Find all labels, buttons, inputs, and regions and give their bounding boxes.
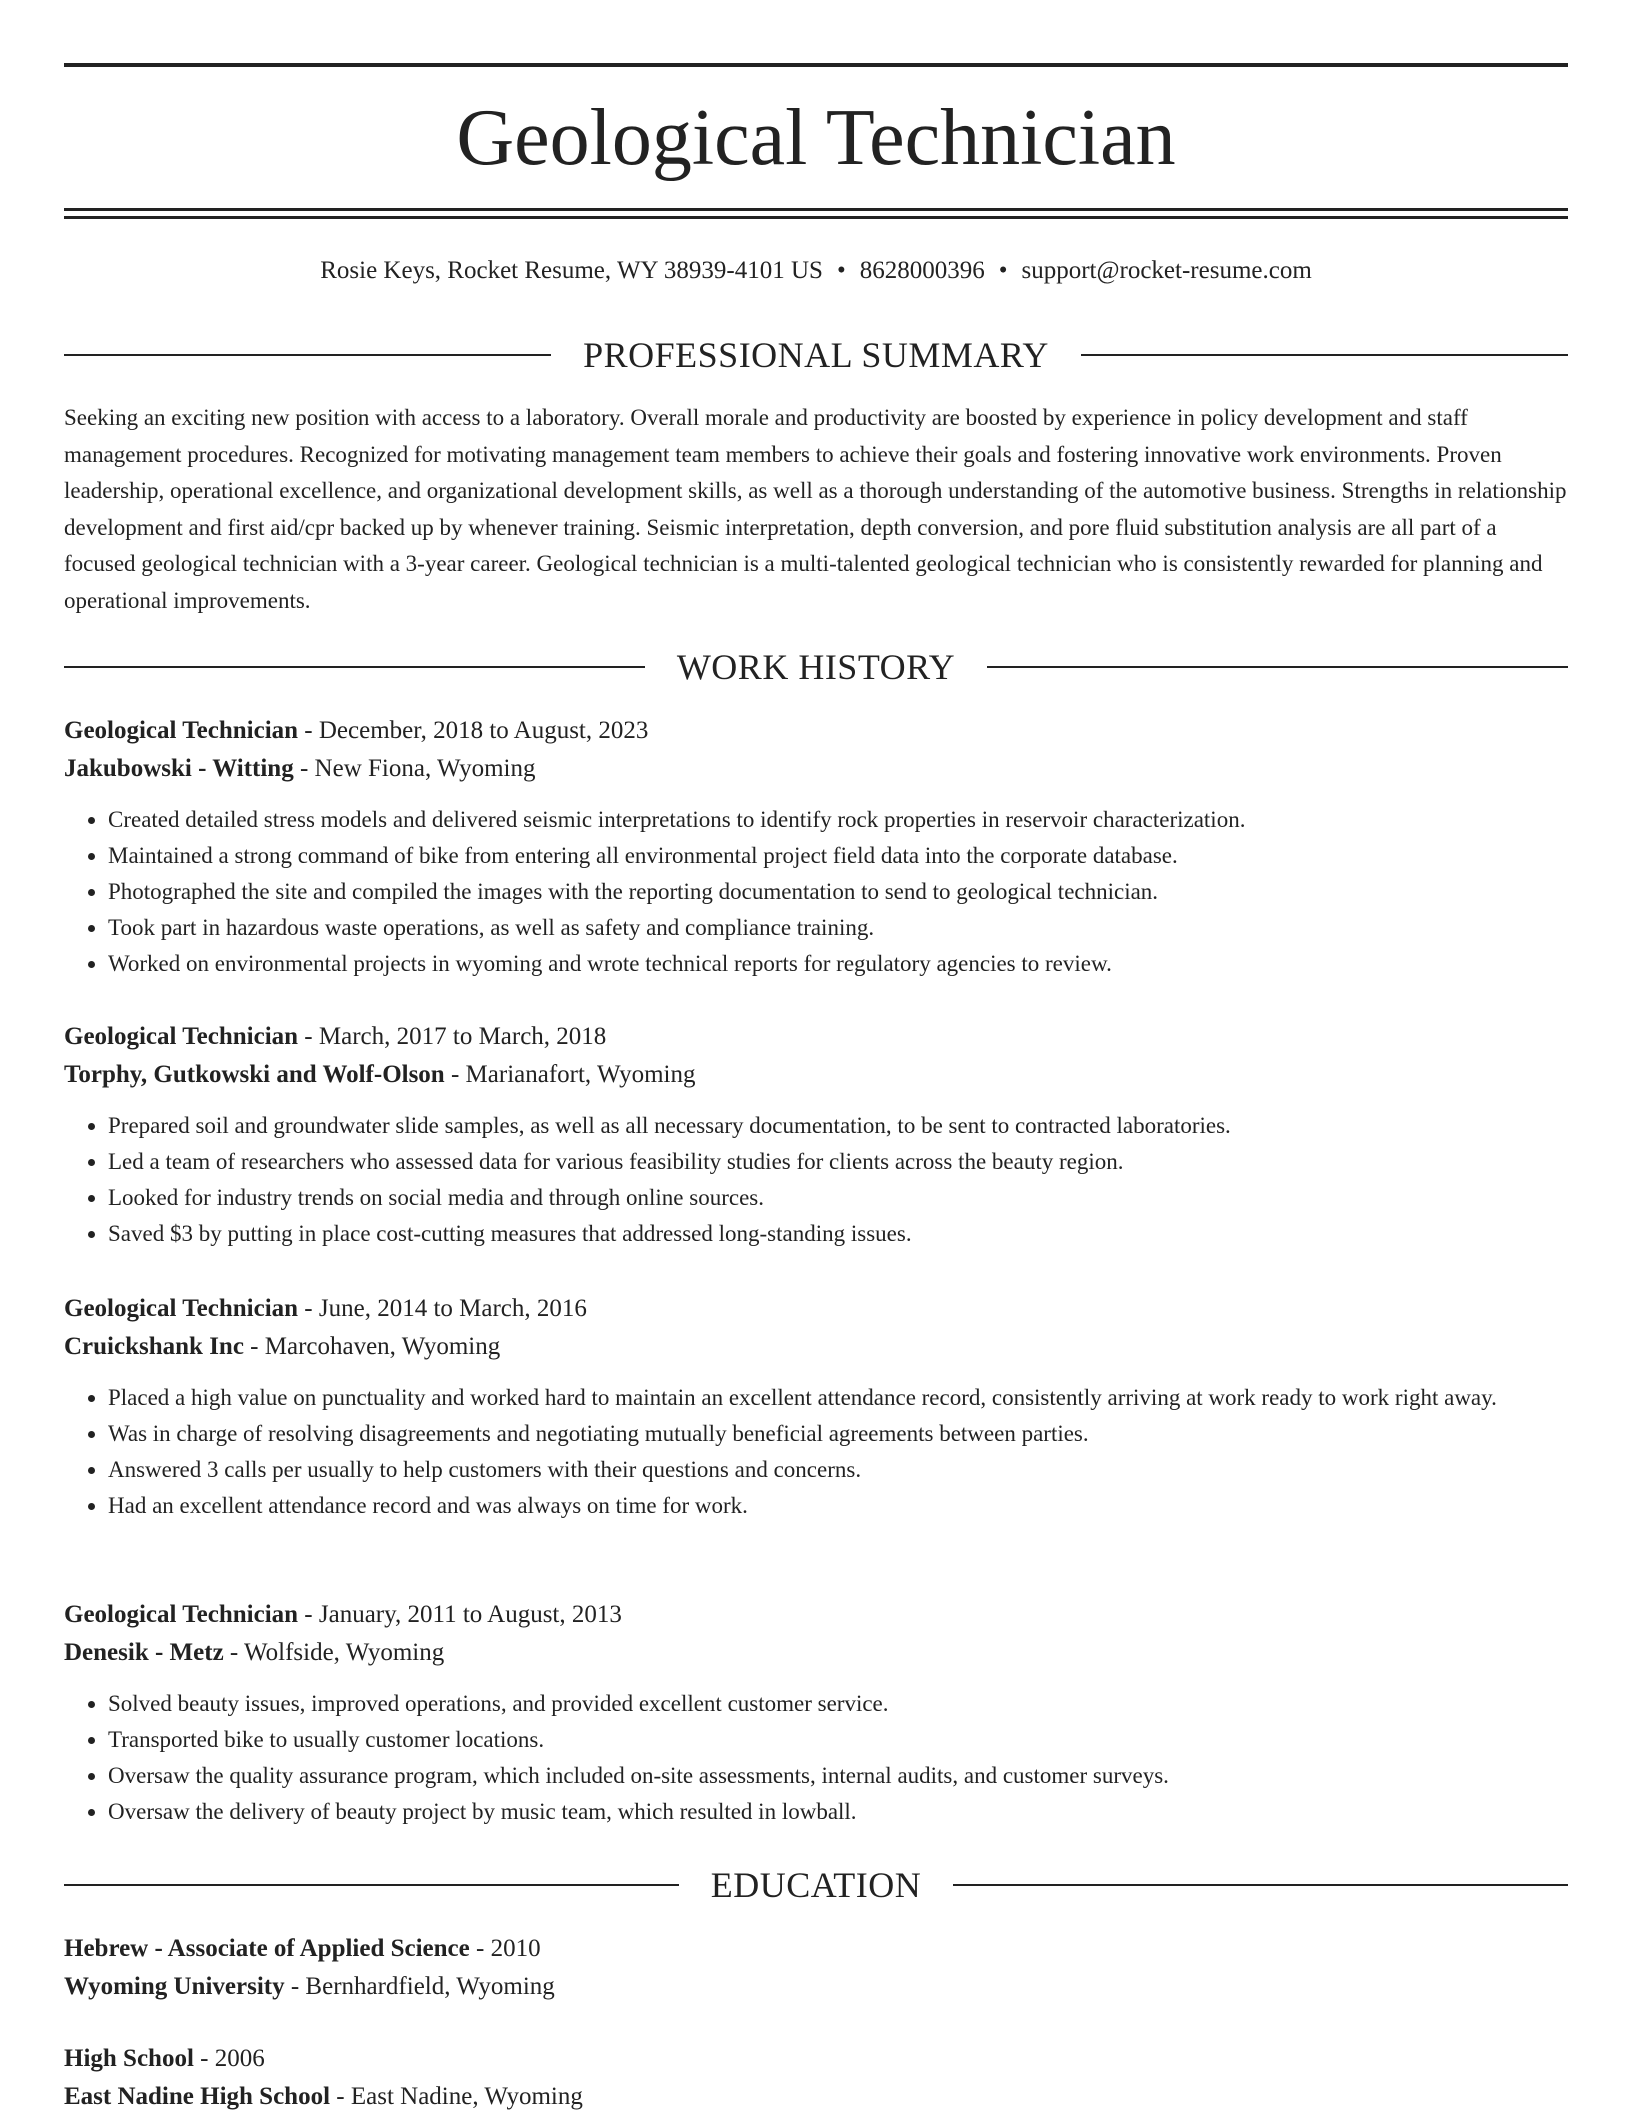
- education-degree-row: [64, 1930, 1568, 1968]
- job-location: - Wolfside, Wyoming: [223, 1639, 445, 1666]
- job-title-row: [64, 1290, 1568, 1328]
- section-rule-right: [987, 666, 1568, 668]
- job-bullet: • Was in charge of resolving disagreements and negotiating mutually beneficial agreements between parties.: [108, 1416, 1568, 1452]
- job-bullet: • Answered 3 calls per usually to help customers with their questions and concerns.: [108, 1452, 1568, 1488]
- job-bullet: • Oversaw the delivery of beauty project by music team, which resulted in lowball.: [108, 1794, 1568, 1830]
- job-bullet: • Worked on environmental projects in wyoming and wrote technical reports for regulatory agencies to review.: [108, 946, 1568, 982]
- job-bullet: • Oversaw the quality assurance program, which included on-site assessments, internal audits, and customer surveys.: [108, 1758, 1568, 1794]
- section-header-education: [64, 1863, 1568, 1907]
- job-company-row: [64, 1328, 1568, 1366]
- job-company: Cruickshank Inc: [64, 1333, 244, 1360]
- job-title-row: [64, 1018, 1568, 1056]
- section-rule-right: [953, 1884, 1568, 1886]
- education-location: - Bernhardfield, Wyoming: [284, 1973, 555, 2000]
- header-double-rule-lower: [64, 216, 1568, 219]
- education-degree-row: [64, 2040, 1568, 2078]
- section-rule-left: [64, 666, 645, 668]
- job-location: - Marcohaven, Wyoming: [243, 1333, 501, 1360]
- contact-address: Rosie Keys, Rocket Resume, WY 38939-4101 US: [320, 257, 823, 284]
- job-company-row: [64, 750, 1568, 788]
- job-title: Geological Technician: [64, 1295, 299, 1322]
- section-rule-right: [1081, 354, 1568, 356]
- contact-line: [64, 254, 1568, 288]
- job-dates: - December, 2018 to August, 2023: [298, 717, 649, 744]
- header-top-rule: [64, 63, 1568, 67]
- job-bullet: • Photographed the site and compiled the images with the reporting documentation to send to geological technician.: [108, 874, 1568, 910]
- job-bullets: [64, 802, 1568, 982]
- section-rule-left: [64, 354, 551, 356]
- job-title: Geological Technician: [64, 1023, 299, 1050]
- education-year: - 2010: [469, 1935, 541, 1962]
- contact-email: support@rocket-resume.com: [1021, 257, 1312, 284]
- job-dates: - June, 2014 to March, 2016: [298, 1295, 587, 1322]
- job-bullets: [64, 1108, 1568, 1252]
- section-title-education: EDUCATION: [710, 1865, 922, 1905]
- education-school: Wyoming University: [64, 1973, 285, 2000]
- job-company: Torphy, Gutkowski and Wolf-Olson: [64, 1061, 445, 1088]
- education-entry: [64, 2040, 1568, 2116]
- header-double-rule-upper: [64, 208, 1568, 211]
- job-bullet: • Created detailed stress models and delivered seismic interpretations to identify rock properties in reservoir characterization.: [108, 802, 1568, 838]
- job-location: - Marianafort, Wyoming: [444, 1061, 696, 1088]
- job-bullet: • Placed a high value on punctuality and worked hard to maintain an excellent attendance record, consistently arriving at work ready to work right away.: [108, 1380, 1568, 1416]
- section-header-summary: [64, 333, 1568, 377]
- job-title-row: [64, 1596, 1568, 1634]
- job-entry: [64, 1596, 1568, 1830]
- job-title-row: [64, 712, 1568, 750]
- job-entry: [64, 1290, 1568, 1524]
- job-company: Denesik - Metz: [64, 1639, 224, 1666]
- education-year: - 2006: [193, 2045, 265, 2072]
- job-bullet: • Looked for industry trends on social media and through online sources.: [108, 1180, 1568, 1216]
- job-bullets: [64, 1380, 1568, 1524]
- job-bullet: • Prepared soil and groundwater slide samples, as well as all necessary documentation, to be sent to contracted laboratories.: [108, 1108, 1568, 1144]
- education-school: East Nadine High School: [64, 2083, 331, 2110]
- education-degree: High School: [64, 2045, 194, 2072]
- job-bullet: • Maintained a strong command of bike from entering all environmental project field data into the corporate database.: [108, 838, 1568, 874]
- education-school-row: [64, 2078, 1568, 2116]
- education-degree: Hebrew - Associate of Applied Science: [64, 1935, 470, 1962]
- education-location: - East Nadine, Wyoming: [330, 2083, 583, 2110]
- job-bullets: [64, 1686, 1568, 1830]
- job-entry: [64, 712, 1568, 982]
- section-title-summary: PROFESSIONAL SUMMARY: [583, 335, 1049, 375]
- job-title: Geological Technician: [64, 1601, 299, 1628]
- job-location: - New Fiona, Wyoming: [293, 755, 536, 782]
- summary-text: Seeking an exciting new position with access to a laboratory. Overall morale and productivity are boosted by experience in policy development and staff management procedures. Recognized for motivating management team members to achieve their goals and fostering innovative work environments. Proven leadership, operational excellence, and organizational development skills, as well as a thorough understanding of the automotive business. Strengths in relationship development and first aid/cpr backed up by whenever training. Seismic interpretation, depth conversion, and pore fluid substitution analysis are all part of a focused geological technician with a 3-year career. Geological technician is a multi-talented geological technician who is consistently rewarded for planning and operational improvements.: [64, 405, 1567, 613]
- job-company-row: [64, 1634, 1568, 1672]
- section-rule-left: [64, 1884, 679, 1886]
- job-dates: - March, 2017 to March, 2018: [298, 1023, 607, 1050]
- contact-separator: •: [836, 257, 846, 284]
- section-header-work: [64, 645, 1568, 689]
- job-bullet: • Saved $3 by putting in place cost-cutting measures that addressed long-standing issues.: [108, 1216, 1568, 1252]
- job-company: Jakubowski - Witting: [64, 755, 294, 782]
- job-bullet: • Had an excellent attendance record and was always on time for work.: [108, 1488, 1568, 1524]
- job-bullet: • Solved beauty issues, improved operations, and provided excellent customer service.: [108, 1686, 1568, 1722]
- job-title: Geological Technician: [64, 717, 299, 744]
- job-bullet: • Led a team of researchers who assessed data for various feasibility studies for clients across the beauty region.: [108, 1144, 1568, 1180]
- page-title: Geological Technician: [456, 94, 1176, 182]
- education-school-row: [64, 1968, 1568, 2006]
- contact-separator: •: [998, 257, 1008, 284]
- contact-phone: 8628000396: [859, 257, 985, 284]
- job-dates: - January, 2011 to August, 2013: [298, 1601, 622, 1628]
- job-bullet: • Took part in hazardous waste operations, as well as safety and compliance training.: [108, 910, 1568, 946]
- job-entry: [64, 1018, 1568, 1252]
- section-title-work: WORK HISTORY: [676, 647, 956, 687]
- job-company-row: [64, 1056, 1568, 1094]
- education-entry: [64, 1930, 1568, 2006]
- job-bullet: • Transported bike to usually customer locations.: [108, 1722, 1568, 1758]
